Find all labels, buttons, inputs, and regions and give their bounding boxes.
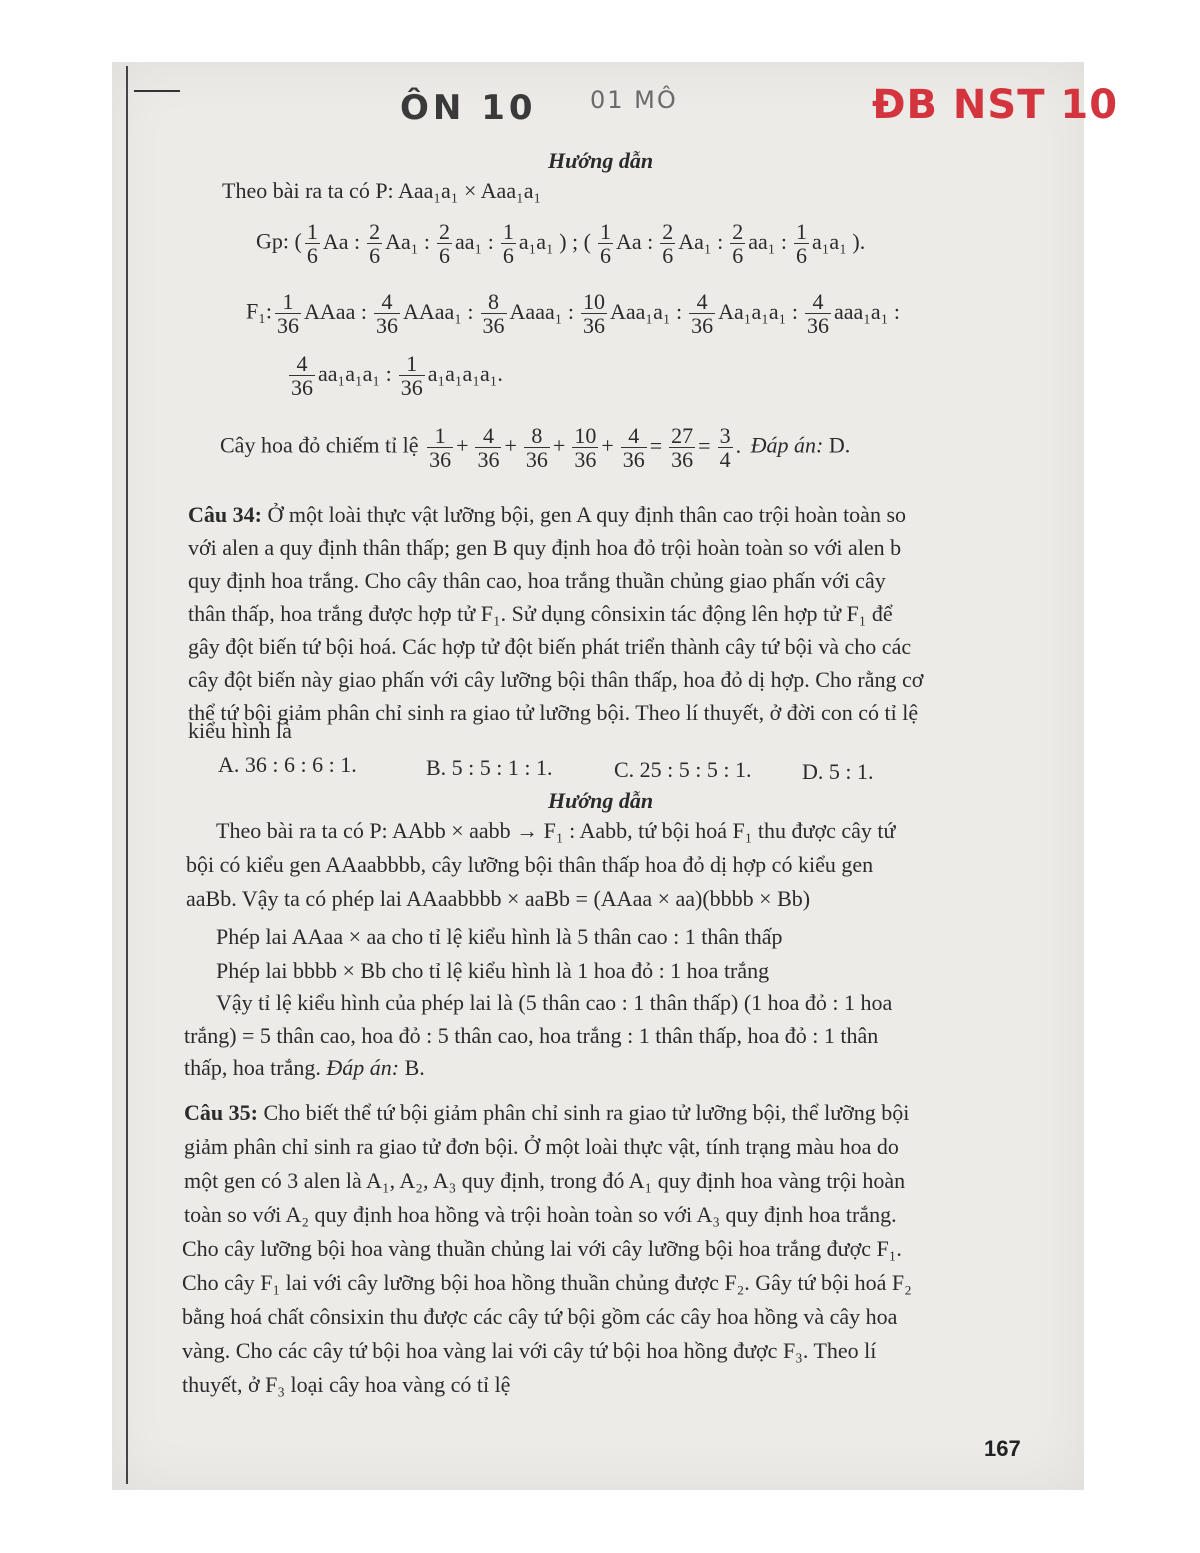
guide-heading: Hướng dẫn [548,148,654,173]
sum-fraction [718,424,733,471]
gp-fraction [794,220,809,267]
handwritten-note-middle: 01 MÔ [590,86,678,114]
q35-line-1: giảm phân chỉ sinh ra giao tử đơn bội. Ở một loài thực vật, tính trạng màu hoa do [184,1134,899,1159]
gp-term-text: a₁a₁ ) ; ( [518,228,591,254]
f1-term-text: aaa₁a₁ : [833,298,900,324]
fraction-numerator: 2 [439,219,451,244]
gp-fraction [367,220,382,267]
sum-fraction [524,424,550,471]
q35-line-5: Cho cây F₁ lai với cây lưỡng bội hoa hồng thuần chủng được F₂. Gây tứ bội hoá F₂ [182,1270,912,1295]
fraction-denominator: 6 [306,243,318,269]
sum-term-text: . [735,432,742,458]
sum-fraction [427,424,453,471]
q34-line-6: thể tứ bội giảm phân chỉ sinh ra giao tử lưỡng bội. Theo lí thuyết, ở đời con có tỉ lệ [188,700,919,725]
q34-option-a: A. 36 : 6 : 6 : 1. [218,752,357,777]
answer-value: D. [828,432,851,458]
answer-label: Đáp án: [750,432,824,458]
sum-fraction [475,424,501,471]
fraction-numerator: 4 [475,424,501,448]
q34-option-b: B. 5 : 5 : 1 : 1. [426,755,553,780]
q35-line-0 [184,1100,909,1126]
fraction-denominator: 36 [691,313,714,339]
f1-fraction [399,352,425,399]
q34-option-c: C. 25 : 5 : 5 : 1. [614,757,752,782]
q34-label: Câu 34: [188,502,262,527]
handwritten-note-left: ÔN 10 [400,88,537,128]
sol33-gp-row [256,220,869,267]
fraction-denominator: 6 [369,243,381,269]
sum-fraction [621,424,647,471]
f1-terms-row1 [272,289,904,339]
q35-line-7: vàng. Cho các cây tứ bội hoa vàng lai với cây tứ bội hoa hồng được F₃. Theo lí [182,1338,877,1363]
sum-fraction [572,424,598,471]
q34-line-7: kiểu hình là [188,718,292,743]
sum-label: Cây hoa đỏ chiếm tỉ lệ [220,432,419,458]
q34-line-3: thân thấp, hoa trắng được hợp tử F₁. Sử dụng cônsixin tác động lên hợp tử F₁ để [188,601,893,626]
sol33-f1-row2 [286,352,507,399]
gp-term-text: aa₁ : [748,228,787,254]
gp-fraction [305,220,320,267]
gp-fraction [598,220,613,267]
fraction-denominator: 36 [291,375,313,401]
fraction-denominator: 36 [583,313,606,339]
gp-label: Gp: ( [256,228,302,254]
f1-term-text: Aaaa₁ : [509,298,575,324]
fraction-denominator: 36 [482,313,505,339]
fraction-numerator: 1 [275,290,301,314]
q34-option-d: D. 5 : 1. [802,759,874,784]
sol33-f1-row [246,290,904,337]
f1-fraction [289,352,315,399]
gp-fraction [437,220,452,267]
sum-fraction [669,424,695,471]
q35-line-8: thuyết, ở F₃ loại cây hoa vàng có tỉ lệ [182,1372,511,1397]
fraction-denominator: 36 [277,313,300,339]
f1-fraction [374,290,400,337]
sol33-sum-row [220,424,850,471]
f1-term-text: AAaa₁ : [402,298,474,324]
fraction-numerator: 1 [427,424,453,448]
fraction-denominator: 36 [622,447,645,473]
fraction-numerator: 4 [689,290,715,314]
f1-fraction [689,290,715,337]
gp-term-text: Aa : [322,228,361,254]
q34-line-4: gây đột biến tứ bội hoá. Các hợp tử đột biến phát triển thành cây tứ bội và cho các [188,634,912,659]
q35-line-6: bằng hoá chất cônsixin thu được các cây tứ bội gồm các cây hoa hồng và cây hoa [182,1304,898,1329]
fraction-numerator: 4 [374,290,400,314]
q34-line-0 [188,502,906,528]
fraction-denominator: 6 [732,243,744,269]
fraction-numerator: 1 [399,352,425,376]
fraction-numerator: 8 [524,424,550,448]
sol34-line-7 [184,1055,425,1081]
fraction-denominator: 6 [796,243,807,269]
sol34-last-text: thấp, hoa trắng. [184,1055,321,1080]
f1-term-text: a₁a₁a₁a₁. [427,360,503,386]
fraction-denominator: 36 [477,447,500,473]
fraction-numerator: 4 [621,424,647,448]
fraction-denominator: 6 [502,243,514,269]
fraction-denominator: 4 [719,447,731,473]
fraction-numerator: 10 [574,423,597,448]
f1-fraction [805,290,831,337]
q35-line-3: toàn so với A₂ quy định hoa hồng và trội hoàn toàn so với A₃ quy định hoa trắng. [184,1202,897,1227]
fraction-denominator: 6 [662,243,674,269]
sol33-intro: Theo bài ra ta có P: Aaa₁a₁ × Aaa₁a₁ [222,178,542,203]
gp-fraction [660,220,675,267]
fraction-numerator: 10 [583,289,606,314]
q35-line-2: một gen có 3 alen là A₁, A₂, A₃ quy định, trong đó A₁ quy định hoa vàng trội hoàn [184,1168,906,1193]
q34-line-2: quy định hoa trắng. Cho cây thân cao, hoa trắng thuần chủng giao phấn với cây [188,568,886,593]
fraction-numerator: 1 [502,219,514,244]
q35-label: Câu 35: [184,1100,258,1125]
gp-term-text: aa₁ : [455,228,494,254]
f1-term-text: Aaa₁a₁ : [610,298,683,324]
gp-fraction [501,220,516,267]
f1-terms-row2 [286,351,507,401]
fraction-denominator: 36 [429,447,452,473]
f1-label: F₁: [246,298,273,324]
f1-fraction [481,290,507,337]
q34-line-1: với alen a quy định thân thấp; gen B quy định hoa đỏ trội hoàn toàn so với alen b [188,535,902,560]
fraction-denominator: 6 [599,243,611,269]
fraction-numerator: 1 [599,219,611,244]
sum-term-text: = [649,432,663,458]
sol34-line-0: Theo bài ra ta có P: AAbb × aabb → F₁ : Aabb, tứ bội hoá F₁ thu được cây tứ [216,818,896,843]
sum-term-text: + [456,432,469,458]
sum-term-text: + [552,432,566,458]
sum-terms [424,423,745,473]
fraction-denominator: 36 [806,313,829,339]
q35-text: Cho biết thể tứ bội giảm phân chỉ sinh ra giao tử lưỡng bội, thể lưỡng bội [263,1100,910,1125]
fraction-numerator: 2 [369,219,381,244]
gp-term-text: Aa₁ : [678,228,724,254]
sol34-line-1: bội có kiểu gen AAaabbbb, cây lưỡng bội thân thấp hoa đỏ dị hợp có kiểu gen [186,852,874,877]
f1-term-text: AAaa : [304,298,367,324]
fraction-denominator: 36 [574,447,597,473]
q34-text: Ở một loài thực vật lưỡng bội, gen A quy định thân cao trội hoàn toàn so [267,502,907,527]
sol34-answer-label: Đáp án: [326,1055,400,1080]
sol34-line-5: Vậy tỉ lệ kiểu hình của phép lai là (5 thân cao : 1 thân thấp) (1 hoa đỏ : 1 hoa [216,990,893,1015]
fraction-numerator: 1 [796,219,807,244]
fraction-numerator: 3 [719,423,731,448]
fraction-denominator: 36 [375,313,398,339]
fraction-numerator: 27 [671,423,694,448]
fraction-denominator: 36 [525,447,548,473]
page-number: 167 [984,1436,1021,1461]
sol34-line-3: Phép lai AAaa × aa cho tỉ lệ kiểu hình là 5 thân cao : 1 thân thấp [216,924,783,949]
fraction-denominator: 6 [439,243,451,269]
gp-term-text: Aa₁ : [385,228,431,254]
guide-heading-2: Hướng dẫn [548,788,654,813]
f1-fraction [581,290,607,337]
gp-terms [302,219,869,269]
gp-term-text: a₁a₁ ). [812,228,866,254]
fraction-numerator: 2 [662,219,674,244]
gp-fraction [730,220,745,267]
sum-term-text: = [698,432,711,458]
f1-term-text: aa₁a₁a₁ : [318,360,392,386]
sum-term-text: + [504,432,517,458]
fraction-numerator: 2 [732,219,744,244]
sol34-line-4: Phép lai bbbb × Bb cho tỉ lệ kiểu hình là 1 hoa đỏ : 1 hoa trắng [216,958,770,983]
f1-term-text: Aa₁a₁a₁ : [718,298,798,324]
fraction-numerator: 4 [805,290,831,314]
q34-line-5: cây đột biến này giao phấn với cây lưỡng bội thân thấp, hoa đỏ dị hợp. Cho rằng cơ [188,667,924,692]
fraction-denominator: 36 [671,447,694,473]
sol34-line-2: aaBb. Vậy ta có phép lai AAaabbbb × aaBb = (AAaa × aa)(bbbb × Bb) [186,886,811,911]
sum-term-text: + [601,432,614,458]
fraction-denominator: 36 [400,375,423,401]
sol34-line-6: trắng) = 5 thân cao, hoa đỏ : 5 thân cao, hoa trắng : 1 thân thấp, hoa đỏ : 1 thân [184,1023,879,1048]
fraction-numerator: 8 [481,290,507,314]
fraction-numerator: 1 [306,219,318,244]
fraction-numerator: 4 [289,352,315,376]
sol34-answer-value: B. [404,1055,425,1080]
q35-line-4: Cho cây lưỡng bội hoa vàng thuần chủng lai với cây lưỡng bội hoa trắng được F₁. [182,1236,902,1261]
gp-term-text: Aa : [615,228,654,254]
handwritten-note-right: ĐB NST 10 [872,82,1119,128]
f1-fraction [275,290,301,337]
